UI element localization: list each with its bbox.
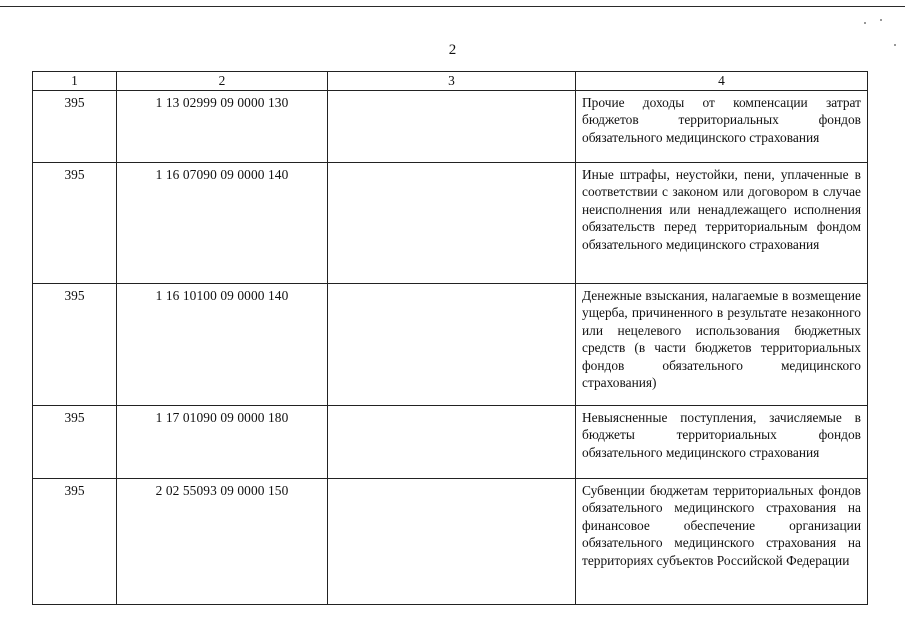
revenue-name-cell: Иные штрафы, неустойки, пени, уплаченные в соответствии с законом или договором в случае неисполнения или ненадлежащего исполнения обязательств перед территориальным фондом обязательного медицинского страхования [576,163,868,284]
table-row [33,91,868,163]
table-row [33,479,868,605]
column-header-1: 1 [33,72,117,91]
scan-speck [864,22,866,24]
page-number: 2 [448,42,457,58]
revenue-code-cell: 2 02 55093 09 0000 150 [117,479,328,605]
revenue-code-cell: 1 17 01090 09 0000 180 [117,406,328,479]
revenue-name-cell: Субвенции бюджетам территориальных фондов обязательного медицинского страхования на финансовое обеспечение организации обязательного медицинского страхования на территориях субъектов Российской Федерации [576,479,868,605]
scan-top-rule [0,6,905,7]
table-row [33,284,868,406]
empty-cell [328,479,576,605]
revenue-code-cell: 1 16 07090 09 0000 140 [117,163,328,284]
table-header-row [33,72,868,91]
revenue-code-cell: 1 16 10100 09 0000 140 [117,284,328,406]
admin-code-cell: 395 [33,91,117,163]
empty-cell [328,163,576,284]
table-row [33,163,868,284]
revenue-codes-table [32,71,868,605]
table-row [33,406,868,479]
revenue-name-cell: Прочие доходы от компенсации затрат бюджетов территориальных фондов обязательного медицинского страхования [576,91,868,163]
empty-cell [328,406,576,479]
admin-code-cell: 395 [33,163,117,284]
column-header-4: 4 [576,72,868,91]
revenue-name-cell: Невыясненные поступления, зачисляемые в бюджеты территориальных фондов обязательного медицинского страхования [576,406,868,479]
column-header-3: 3 [328,72,576,91]
empty-cell [328,91,576,163]
admin-code-cell: 395 [33,479,117,605]
column-header-2: 2 [117,72,328,91]
empty-cell [328,284,576,406]
admin-code-cell: 395 [33,284,117,406]
scan-speck [880,19,882,21]
admin-code-cell: 395 [33,406,117,479]
revenue-name-cell: Денежные взыскания, налагаемые в возмещение ущерба, причиненного в результате незаконного или нецелевого использования бюджетных средств (в части бюджетов территориальных фондов обязательного медицинского страхования) [576,284,868,406]
revenue-code-cell: 1 13 02999 09 0000 130 [117,91,328,163]
